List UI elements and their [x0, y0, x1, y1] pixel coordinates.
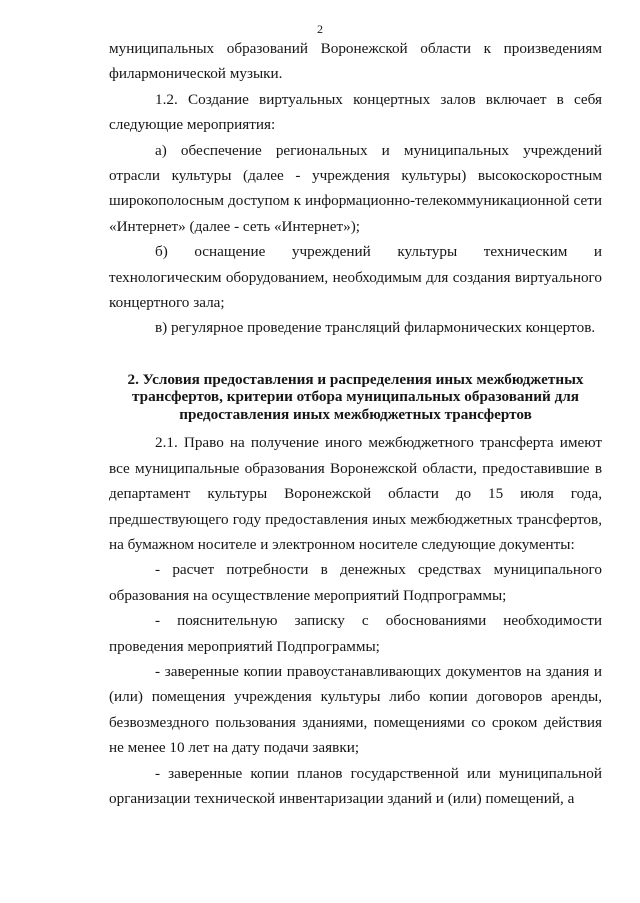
- page-content: [109, 36, 602, 811]
- paragraph-item-c: в) регулярное проведение трансляций филармонических концертов.: [155, 319, 596, 337]
- section-2-heading: 2. Условия предоставления и распределения иных межбюджетных трансфертов, критерии отбора муниципальных образований для предоставления иных межбюджетных трансфертов: [127, 370, 584, 423]
- paragraph-continuation: муниципальных образований Воронежской области к произведениям филармонической музыки.: [109, 40, 602, 83]
- paragraph-1-2: 1.2. Создание виртуальных концертных залов включает в себя следующие мероприятия:: [109, 90, 602, 134]
- list-item-explanatory-note: - пояснительную записку с обоснованиями необходимости проведения мероприятий Подпрограммы;: [109, 612, 602, 655]
- paragraph-2-1: 2.1. Право на получение иного межбюджетного трансферта имеют все муниципальные образования Воронежской области, предоставившие в департамент культуры Воронежской области до 15 июля года, предшествующего году предоставления иных межбюджетных трансфертов, на бумажном носителе и электронном носителе следующие документы:: [109, 434, 602, 553]
- paragraph-item-b: б) оснащение учреждений культуры техническим и технологическим оборудованием, необходимым для создания виртуального концертного зала;: [109, 243, 602, 312]
- section-gap: [109, 341, 602, 371]
- paragraph-item-a: а) обеспечение региональных и муниципальных учреждений отрасли культуры (далее - учреждения культуры) высокоскоростным широкополосным доступом к информационно-телекоммуникационной сети «Интернет» (далее - сеть «Интернет»);: [109, 141, 602, 235]
- list-item-inventory-plans: - заверенные копии планов государственной или муниципальной организации технической инвентаризации зданий и (или) помещений, а: [109, 764, 602, 808]
- page-number: 2: [317, 22, 323, 36]
- list-item-ownership-documents: - заверенные копии правоустанавливающих документов на здания и (или) помещения учреждения культуры либо копии договоров аренды, безвозмездного пользования зданиями, помещениями со сроком действия не менее 10 лет на дату подачи заявки;: [109, 663, 602, 757]
- list-item-calculation: - расчет потребности в денежных средствах муниципального образования на осуществление мероприятий Подпрограммы;: [109, 561, 602, 604]
